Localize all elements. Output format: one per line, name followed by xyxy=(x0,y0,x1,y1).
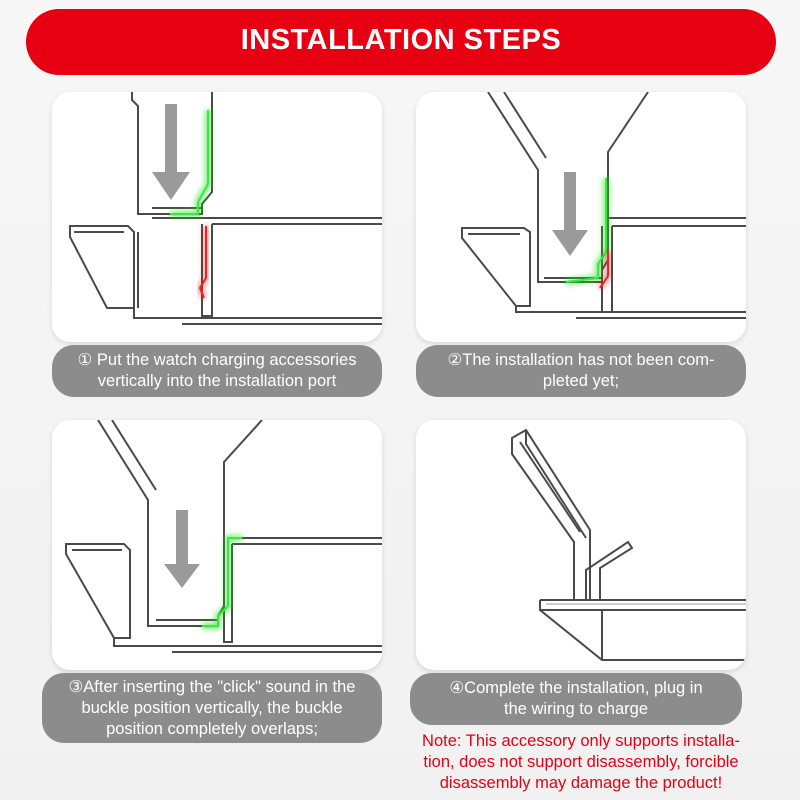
page-title: INSTALLATION STEPS xyxy=(240,23,562,56)
step-1-caption xyxy=(52,345,382,397)
step-4-caption-line-1: ④Complete the installation, plug in xyxy=(449,679,703,697)
down-arrow-icon xyxy=(552,172,588,256)
down-arrow-icon xyxy=(164,510,200,588)
step-1-caption-line-2: vertically into the installation port xyxy=(97,372,337,390)
step-3-diagram xyxy=(52,420,382,670)
warning-note-line-3: disassembly may damage the product! xyxy=(439,774,723,792)
step-4-illustration xyxy=(416,420,746,670)
step-3-illustration xyxy=(52,420,382,670)
step-1-illustration xyxy=(52,92,382,342)
step-1-diagram xyxy=(52,92,382,342)
green-highlight xyxy=(202,538,242,642)
step-3-caption-line-2: buckle position vertically, the buckle xyxy=(81,698,343,717)
step-3-caption xyxy=(42,673,382,743)
title-banner xyxy=(26,9,776,75)
warning-note-line-1: Note: This accessory only supports installa- xyxy=(422,732,740,750)
step-4-caption-line-2: the wiring to charge xyxy=(504,700,648,718)
step-2-caption-line-2: pleted yet; xyxy=(542,372,620,390)
step-3-caption-line-1: ③After inserting the "click" sound in the xyxy=(68,677,356,696)
step-1-caption-line-1: ① Put the watch charging accessories xyxy=(77,351,357,369)
step-2-caption xyxy=(416,345,746,397)
step-2-caption-line-1: ②The installation has not been com- xyxy=(447,351,715,369)
step-4-diagram xyxy=(416,420,746,670)
step-3-caption-line-3: position completely overlaps; xyxy=(106,719,318,738)
warning-note-line-2: tion, does not support disassembly, forcible xyxy=(423,753,739,771)
down-arrow-icon xyxy=(152,104,190,200)
step-4-caption xyxy=(410,673,742,725)
step-2-diagram xyxy=(416,92,746,342)
warning-note xyxy=(396,731,766,794)
step-2-illustration xyxy=(416,92,746,342)
